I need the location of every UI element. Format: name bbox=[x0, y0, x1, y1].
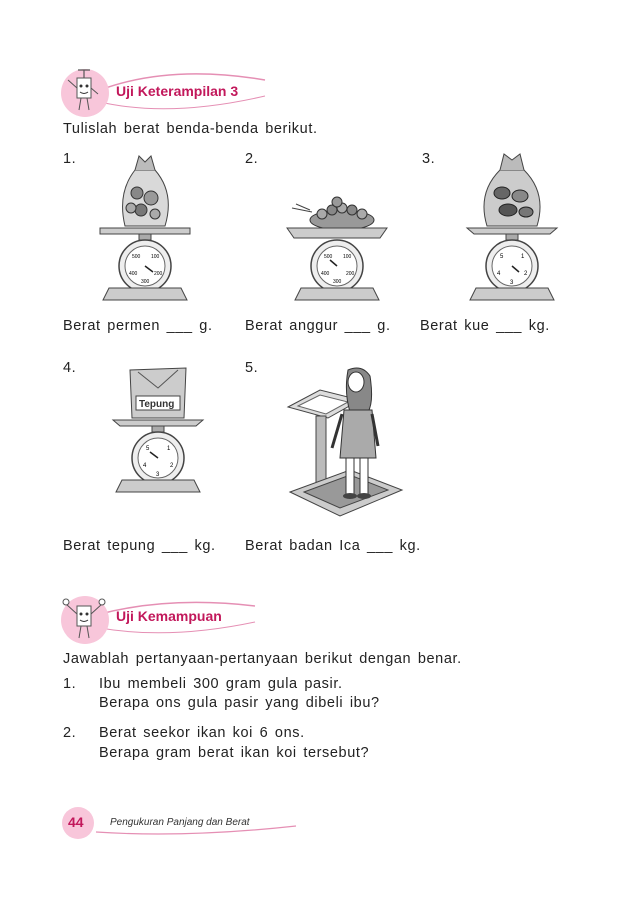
scale-candy-illustration bbox=[95, 148, 195, 303]
item-number: 1. bbox=[63, 151, 77, 167]
question-line: Berapa ons gula pasir yang dibeli ibu? bbox=[99, 695, 380, 711]
answer-label-anggur: Berat anggur ___ g. bbox=[245, 318, 391, 334]
scale-mark: 300 bbox=[333, 279, 342, 285]
scale-mark: 1 bbox=[521, 254, 525, 260]
scale-mark: 1 bbox=[167, 446, 171, 452]
scale-mark: 5 bbox=[146, 446, 150, 452]
question-line: Berat seekor ikan koi 6 ons. bbox=[99, 725, 305, 741]
question-number: 2. bbox=[63, 725, 77, 741]
header-title: Uji Kemampuan bbox=[116, 608, 222, 624]
question-number: 1. bbox=[63, 676, 77, 692]
scale-mark: 4 bbox=[497, 271, 501, 277]
scale-flour-illustration bbox=[108, 360, 208, 505]
scale-mark: 400 bbox=[129, 271, 138, 277]
book-title: Pengukuran Panjang dan Berat bbox=[110, 817, 250, 828]
scale-mark: 500 bbox=[324, 254, 333, 260]
scale-mark: 2 bbox=[524, 271, 528, 277]
grapes-icon bbox=[292, 197, 374, 230]
section-header-keterampilan bbox=[60, 58, 270, 120]
flour-bag-label: Tepung bbox=[139, 399, 175, 410]
scale-mark: 4 bbox=[143, 463, 147, 469]
scale-mark: 500 bbox=[132, 254, 141, 260]
answer-label-tepung: Berat tepung ___ kg. bbox=[63, 538, 216, 554]
item-number: 5. bbox=[245, 360, 259, 376]
header-title: Uji Keterampilan 3 bbox=[116, 83, 239, 99]
answer-label-kue: Berat kue ___ kg. bbox=[420, 318, 550, 334]
section-header-kemampuan bbox=[60, 588, 270, 650]
item-number: 3. bbox=[422, 151, 436, 167]
scale-mark: 2 bbox=[170, 463, 174, 469]
page-footer bbox=[56, 806, 306, 840]
item-number: 4. bbox=[63, 360, 77, 376]
answer-label-permen: Berat permen ___ g. bbox=[63, 318, 213, 334]
scale-cake-illustration bbox=[462, 148, 562, 303]
scale-mark: 100 bbox=[343, 254, 352, 260]
cake-bag-icon bbox=[484, 154, 540, 226]
scale-mark: 5 bbox=[500, 254, 504, 260]
flour-bag-icon bbox=[130, 368, 186, 418]
scale-mark: 200 bbox=[154, 271, 163, 277]
scale-mark: 300 bbox=[141, 279, 150, 285]
page-number: 44 bbox=[68, 814, 84, 830]
scale-mark: 3 bbox=[510, 280, 514, 286]
question-line: Berapa gram berat ikan koi tersebut? bbox=[99, 745, 370, 761]
answer-label-berat-badan: Berat badan Ica ___ kg. bbox=[245, 538, 421, 554]
scale-mark: 400 bbox=[321, 271, 330, 277]
question-line: Ibu membeli 300 gram gula pasir. bbox=[99, 676, 343, 692]
item-number: 2. bbox=[245, 151, 259, 167]
scale-mark: 3 bbox=[156, 472, 160, 478]
body-scale-illustration bbox=[280, 362, 410, 532]
candy-bag-icon bbox=[123, 156, 169, 226]
instruction-2: Jawablah pertanyaan-pertanyaan berikut dengan benar. bbox=[63, 651, 462, 667]
scale-mark: 200 bbox=[346, 271, 355, 277]
scale-mark: 100 bbox=[151, 254, 160, 260]
instruction-1: Tulislah berat benda-benda berikut. bbox=[63, 121, 318, 137]
scale-grape-illustration bbox=[282, 148, 392, 303]
